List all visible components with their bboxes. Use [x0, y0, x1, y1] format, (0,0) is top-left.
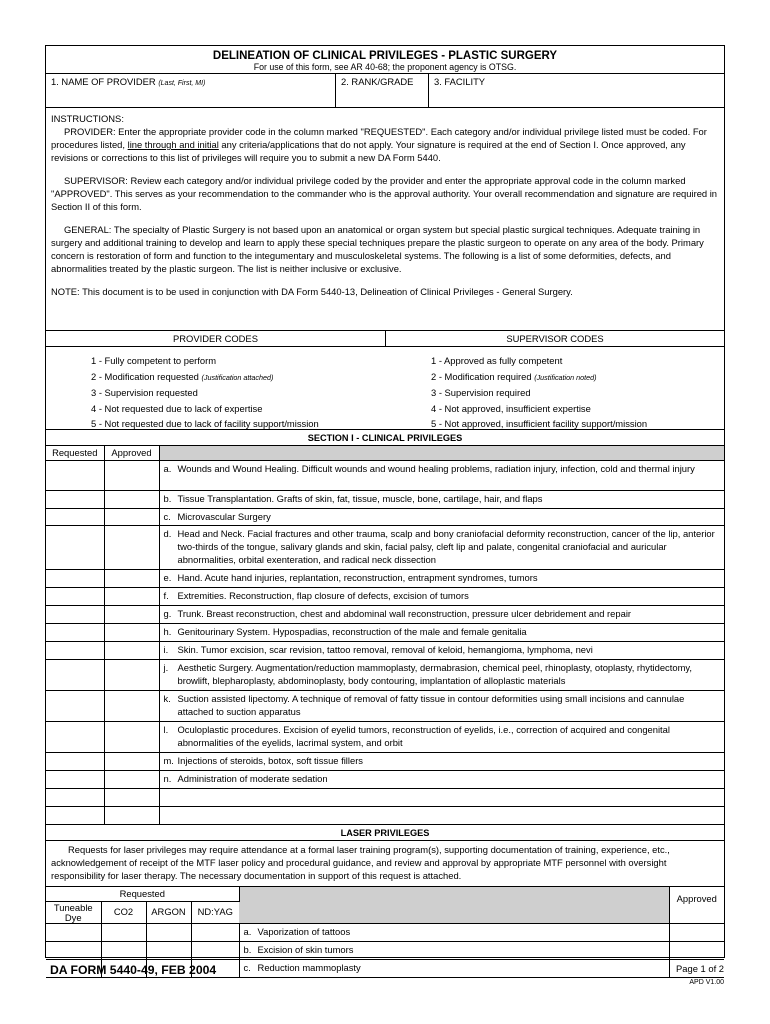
provider-code-3: 3 - Supervision requested [91, 387, 198, 399]
privilege-row [46, 490, 724, 508]
ndyag-cell[interactable] [191, 941, 239, 959]
laser-approved-cell[interactable] [669, 923, 724, 941]
approved-cell[interactable] [104, 526, 159, 570]
requested-cell[interactable] [46, 691, 104, 722]
privilege-text: n. Administration of moderate sedation [159, 771, 724, 789]
rank-grade-field[interactable] [336, 74, 429, 107]
approved-cell[interactable] [104, 606, 159, 624]
facility-field[interactable] [429, 74, 724, 107]
privileges-table [46, 446, 724, 825]
requested-cell[interactable] [46, 642, 104, 660]
requested-cell[interactable] [46, 490, 104, 508]
privilege-text: d. Head and Neck. Facial fractures and other trauma, scalp and bony craniofacial deformity reconstruction, cancer of the lip, anterior two-thirds of the tongue, salivary glands and skin, facial palsy, cleft lip and palate, congenital craniofacial and auricular abnormalities, orbital exenteration, and radical neck dissection [159, 526, 724, 570]
requested-cell[interactable] [46, 789, 104, 807]
laser-row [46, 923, 724, 941]
supervisor-code-1: 1 - Approved as fully competent [431, 355, 563, 366]
supervisor-code-3: 3 - Supervision required [431, 387, 531, 399]
header-shaded [159, 446, 724, 460]
privilege-row [46, 570, 724, 588]
provider-name-field[interactable] [46, 74, 336, 107]
laser-header-row1 [46, 887, 724, 901]
provider-name-hint: (Last, First, MI) [158, 80, 206, 87]
provider-code-1: 1 - Fully competent to perform [91, 355, 217, 366]
page-number: Page 1 of 2 [676, 963, 724, 974]
privilege-row [46, 460, 724, 490]
privilege-row [46, 771, 724, 789]
provider-name-label: 1. NAME OF PROVIDER [51, 76, 156, 87]
approved-cell[interactable] [104, 490, 159, 508]
requested-cell[interactable] [46, 460, 104, 490]
supervisor-code-4: 4 - Not approved, insufficient expertise [431, 402, 591, 414]
argon-cell[interactable] [146, 923, 191, 941]
laser-row [46, 941, 724, 959]
co2-cell[interactable] [101, 941, 146, 959]
form-subtitle: For use of this form, see AR 40-68; the proponent agency is OTSG. [253, 62, 517, 73]
supervisor-codes-header: SUPERVISOR CODES [506, 333, 604, 344]
requested-cell[interactable] [46, 588, 104, 606]
supervisor-code-5: 5 - Not approved, insufficient facility support/mission [431, 418, 648, 430]
privilege-row [46, 753, 724, 771]
approved-cell[interactable] [104, 691, 159, 722]
laser-title: LASER PRIVILEGES [46, 825, 724, 841]
privilege-row [46, 508, 724, 526]
supervisor-code-2: 2 - Modification required (Justification noted) [431, 370, 597, 382]
co2-cell[interactable] [101, 923, 146, 941]
privilege-text: k. Suction assisted lipectomy. A technique of removal of fatty tissue in contour deformities using small incisions and cannulae attached to suction apparatus [159, 691, 724, 722]
laser-text: b. Excision of skin tumors [239, 941, 669, 959]
privilege-text: e. Hand. Acute hand injuries, replantation, reconstruction, entrapment syndromes, tumors [159, 570, 724, 588]
privilege-row [46, 722, 724, 753]
requested-cell[interactable] [46, 771, 104, 789]
approved-cell[interactable] [104, 642, 159, 660]
laser-header-shaded [239, 887, 669, 923]
privilege-text: h. Genitourinary System. Hypospadias, reconstruction of the male and female genitalia [159, 624, 724, 642]
privilege-text: j. Aesthetic Surgery. Augmentation/reduction mammoplasty, dermabrasion, chemical peel, rhinoplasty, otoplasty, rhytidectomy, browlift, blepharoplasty, abdominoplasty, body contouring, implantation of alloplastic materials [159, 660, 724, 691]
facility-label: 3. FACILITY [434, 76, 486, 87]
approved-cell[interactable] [104, 508, 159, 526]
laser-approved-header: Approved [669, 887, 724, 923]
privilege-row [46, 526, 724, 570]
approved-cell[interactable] [104, 753, 159, 771]
tuneable-dye-cell[interactable] [46, 941, 101, 959]
general-instructions: GENERAL: The specialty of Plastic Surgery is not based upon an anatomical or organ system but special plastic surgical techniques. Adequate training in surgery and additional training to develop and learn to apply these special techniques prepare the plastic surgeon to operate on any area of the body. Primary concern is restoration of form and function to the integumentary and musculoskeletal systems. The following is a list of some deformities, defects, and abnormalities treated by the plastic surgeon. The list is neither inclusive or exclusive. [51, 223, 704, 274]
blank-privilege-row [46, 807, 724, 825]
provider-codes-list [46, 353, 386, 429]
laser-approved-cell[interactable] [669, 941, 724, 959]
title-block [46, 46, 724, 74]
privilege-row [46, 691, 724, 722]
approved-cell[interactable] [104, 570, 159, 588]
col-requested: Requested [46, 446, 104, 460]
approved-cell[interactable] [104, 722, 159, 753]
privilege-text: c. Microvascular Surgery [159, 508, 724, 526]
privilege-row [46, 642, 724, 660]
approved-cell[interactable] [104, 660, 159, 691]
requested-cell[interactable] [46, 807, 104, 825]
laser-text: Requests for laser privileges may require attendance at a formal laser training program(s), supporting documentation of training, experience, etc., acknowledgement of receipt of the MTF laser policy and procedural guidance, and review and approval by appropriate MTF personnel with oversight responsibility for laser therapy. The necessary documentation in support of this request is attached. [46, 841, 724, 887]
provider-instructions: PROVIDER: Enter the appropriate provider code in the column marked "REQUESTED". Each category and/or individual privilege listed must be coded. For procedures listed, line through and initial any criteria/applications that do not apply. Your signature is required at the end of Section I. Once approved, any revisions or corrections to this list of privileges will require you to submit a new DA Form 5440. [51, 125, 707, 163]
requested-cell[interactable] [46, 508, 104, 526]
requested-cell[interactable] [46, 753, 104, 771]
privilege-text[interactable] [159, 807, 724, 825]
note: NOTE: This document is to be used in conjunction with DA Form 5440-13, Delineation of Clinical Privileges - General Surgery. [51, 285, 573, 297]
provider-code-4: 4 - Not requested due to lack of expertise [91, 402, 263, 414]
approved-cell[interactable] [104, 771, 159, 789]
privilege-row [46, 588, 724, 606]
instructions-heading: INSTRUCTIONS: [51, 113, 124, 124]
privilege-text: g. Trunk. Breast reconstruction, chest and abdominal wall reconstruction, pressure ulcer debridement and repair [159, 606, 724, 624]
privilege-text: l. Oculoplastic procedures. Excision of eyelid tumors, reconstruction of eyelids, i.e., correction of acquired and congenital abnormalities of the eyelids, lacrimal system, and orbit [159, 722, 724, 753]
laser-requested-header: Requested [46, 887, 239, 901]
laser-text: a. Vaporization of tattoos [239, 923, 669, 941]
requested-cell[interactable] [46, 526, 104, 570]
requested-cell[interactable] [46, 570, 104, 588]
approved-cell[interactable] [104, 624, 159, 642]
col-ndyag: ND:YAG [191, 901, 239, 923]
blank-privilege-row [46, 789, 724, 807]
col-argon: ARGON [146, 901, 191, 923]
privilege-text: f. Extremities. Reconstruction, flap closure of defects, excision of tumors [159, 588, 724, 606]
privilege-text: m. Injections of steroids, botox, soft tissue fillers [159, 753, 724, 771]
requested-cell[interactable] [46, 660, 104, 691]
privilege-text: b. Tissue Transplantation. Grafts of skin, fat, tissue, muscle, bone, cartilage, hair, and flaps [159, 490, 724, 508]
col-tuneable-dye: Tuneable Dye [46, 901, 101, 923]
ndyag-cell[interactable] [191, 923, 239, 941]
version: APD V1.00 [689, 979, 724, 986]
requested-cell[interactable] [46, 606, 104, 624]
argon-cell[interactable] [146, 941, 191, 959]
col-co2: CO2 [101, 901, 146, 923]
privileges-header-row [46, 446, 724, 460]
section1-title: SECTION I - CLINICAL PRIVILEGES [46, 430, 724, 446]
tuneable-dye-cell[interactable] [46, 923, 101, 941]
rank-grade-label: 2. RANK/GRADE [341, 76, 414, 87]
approved-cell[interactable] [104, 789, 159, 807]
supervisor-codes-list [386, 353, 724, 429]
privilege-text: a. Wounds and Wound Healing. Difficult wounds and wound healing problems, radiation injury, infection, cold and thermal injury [159, 460, 724, 490]
privilege-text: i. Skin. Tumor excision, scar revision, tattoo removal, removal of keloid, hemangioma, lymphoma, nevi [159, 642, 724, 660]
codes-header [46, 331, 724, 347]
form-id: DA FORM 5440-49, FEB 2004 [50, 963, 217, 977]
instructions [46, 108, 724, 331]
codes [46, 347, 724, 430]
privilege-text[interactable] [159, 789, 724, 807]
provider-code-2: 2 - Modification requested (Justification attached) [91, 370, 274, 382]
provider-code-5: 5 - Not requested due to lack of facility support/mission [91, 418, 319, 430]
form-title: DELINEATION OF CLINICAL PRIVILEGES - PLASTIC SURGERY [212, 50, 558, 62]
laser-text: c. Reduction mammoplasty [239, 959, 669, 977]
approved-cell[interactable] [104, 460, 159, 490]
header-fields [46, 74, 724, 108]
approved-cell[interactable] [104, 588, 159, 606]
supervisor-instructions: SUPERVISOR: Review each category and/or individual privilege coded by the provider and enter the appropriate approval code in the column marked "APPROVED". This serves as your recommendation to the commander who is the approval authority. Your overall recommendation and signature are required in Section II of this form. [51, 174, 718, 212]
privilege-row [46, 660, 724, 691]
col-approved: Approved [104, 446, 159, 460]
requested-cell[interactable] [46, 624, 104, 642]
requested-cell[interactable] [46, 722, 104, 753]
provider-codes-header: PROVIDER CODES [46, 331, 386, 346]
approved-cell[interactable] [104, 807, 159, 825]
privilege-row [46, 606, 724, 624]
privilege-row [46, 624, 724, 642]
